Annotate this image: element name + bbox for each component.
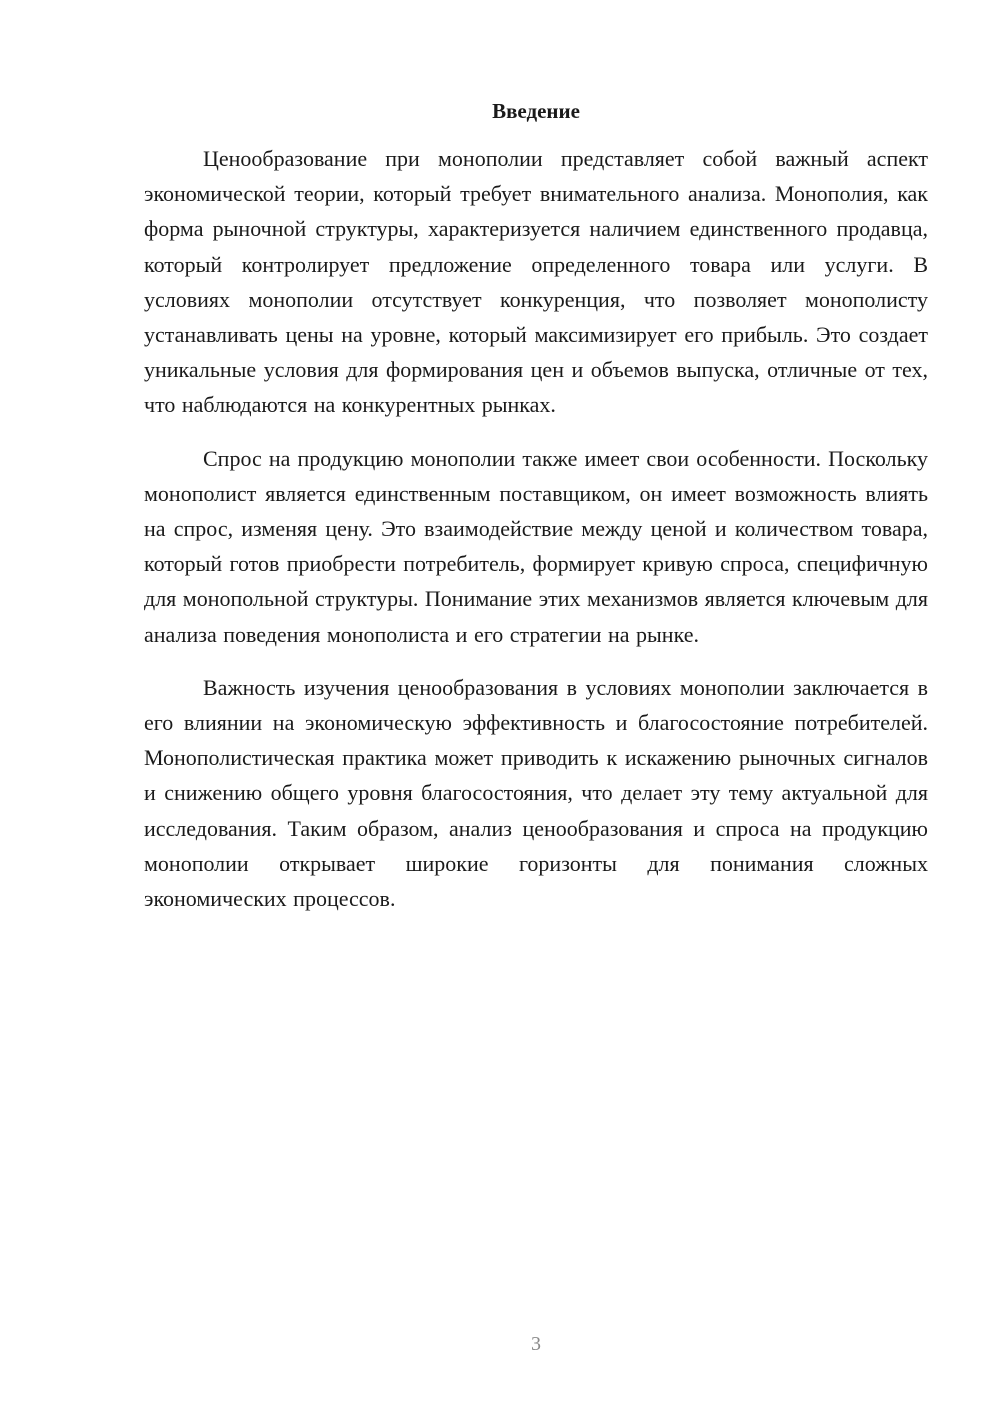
section-heading: Введение [492, 99, 580, 123]
page-number: 3 [531, 1333, 541, 1355]
paragraph-3: Важность изучения ценообразования в условиях монополии заключается в его влиянии на экономическую эффективность и благосостояние потребителей. Монополистическая практика может приводить к искажению рыночных сигналов и снижению общего уровня благосостояния, что делает эту тему актуальной для исследования. Таким образом, анализ ценообразования и спроса на продукцию монополии открывает широкие горизонты для понимания сложных экономических процессов. [144, 674, 928, 912]
paragraph-1: Ценообразование при монополии представляет собой важный аспект экономической теории, который требует внимательного анализа. Монополия, как форма рыночной структуры, характеризуется наличием единственного продавца, который контролирует предложение определенного товара или услуги. В условиях монополии отсутствует конкуренция, что позволяет монополисту устанавливать цены на уровне, который максимизирует его прибыль. Это создает уникальные условия для формирования цен и объемов выпуска, отличные от тех, что наблюдаются на конкурентных рынках. [144, 146, 928, 418]
paragraph-2: Спрос на продукцию монополии также имеет свои особенности. Поскольку монополист является единственным поставщиком, он имеет возможность влиять на спрос, изменяя цену. Это взаимодействие между ценой и количеством товара, который готов приобрести потребитель, формирует кривую спроса, специфичную для монопольной структуры. Понимание этих механизмов является ключевым для анализа поведения монополиста и его стратегии на рынке. [144, 445, 928, 647]
page-body [144, 94, 928, 916]
